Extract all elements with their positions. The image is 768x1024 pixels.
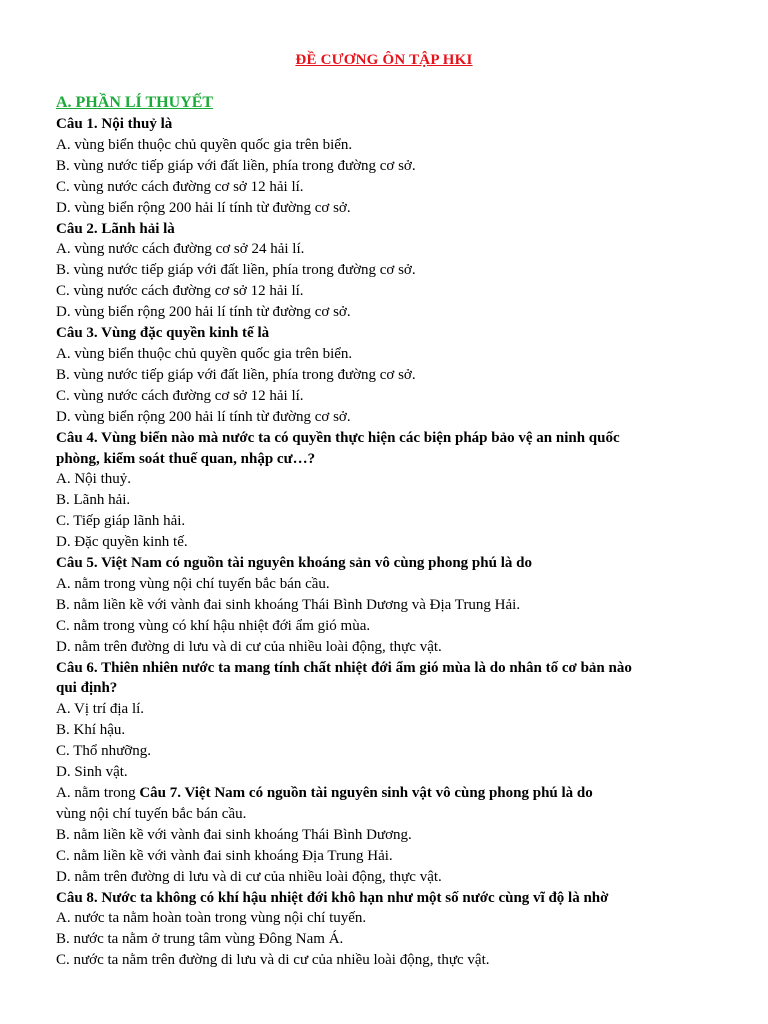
q1-option-d: D. vùng biển rộng 200 hải lí tính từ đường cơ sở. (56, 199, 351, 216)
q2-option-c: C. vùng nước cách đường cơ sở 12 hải lí. (56, 283, 304, 300)
q2-option-a: A. vùng nước cách đường cơ sở 24 hải lí. (56, 241, 305, 258)
document-title: ĐỀ CƯƠNG ÔN TẬP HKI (295, 52, 473, 68)
q3-option-d: D. vùng biển rộng 200 hải lí tính từ đường cơ sở. (56, 408, 351, 425)
question-6-line-1: Câu 6. Thiên nhiên nước ta mang tính chất nhiệt đới ẩm gió mùa là do nhân tố cơ bản nào (56, 659, 632, 676)
q1-option-a: A. vùng biển thuộc chủ quyền quốc gia trên biển. (56, 136, 353, 153)
q7-option-c: C. nằm liền kề với vành đai sinh khoáng Địa Trung Hải. (56, 847, 393, 864)
q7-option-a-continuation: vùng nội chí tuyến bắc bán cầu. (56, 805, 247, 822)
q3-option-a: A. vùng biển thuộc chủ quyền quốc gia trên biển. (56, 345, 353, 362)
q4-option-b: B. Lãnh hải. (56, 492, 131, 509)
q4-option-a: A. Nội thuỷ. (56, 471, 131, 488)
q4-option-c: C. Tiếp giáp lãnh hải. (56, 513, 186, 530)
q3-option-b: B. vùng nước tiếp giáp với đất liền, phía trong đường cơ sở. (56, 366, 416, 383)
q5-option-c: C. nằm trong vùng có khí hậu nhiệt đới ẩm gió mùa. (56, 617, 371, 634)
q6-option-c: C. Thổ nhưỡng. (56, 743, 151, 760)
question-6-line-2: qui định? (56, 680, 118, 697)
q8-option-a: A. nước ta nằm hoàn toàn trong vùng nội chí tuyến. (56, 910, 367, 927)
question-7-line (56, 783, 724, 804)
q6-option-a: A. Vị trí địa lí. (56, 701, 145, 718)
q7-option-d: D. nằm trên đường di lưu và di cư của nhiều loài động, thực vật. (56, 868, 442, 885)
question-8: Câu 8. Nước ta không có khí hậu nhiệt đới khô hạn như một số nước cùng vĩ độ là nhờ (56, 889, 609, 906)
question-2: Câu 2. Lãnh hải là (56, 220, 175, 237)
question-7: Câu 7. Việt Nam có nguồn tài nguyên sinh vật vô cùng phong phú là do (139, 785, 593, 801)
q6-option-b: B. Khí hậu. (56, 722, 126, 739)
q2-option-d: D. vùng biển rộng 200 hải lí tính từ đường cơ sở. (56, 304, 351, 321)
q7-option-b: B. nằm liền kề với vành đai sinh khoáng Thái Bình Dương. (56, 826, 412, 843)
q1-option-b: B. vùng nước tiếp giáp với đất liền, phía trong đường cơ sở. (56, 157, 416, 174)
question-5: Câu 5. Việt Nam có nguồn tài nguyên khoáng sản vô cùng phong phú là do (56, 555, 532, 572)
q2-option-b: B. vùng nước tiếp giáp với đất liền, phía trong đường cơ sở. (56, 262, 416, 279)
question-4-line-1: Câu 4. Vùng biển nào mà nước ta có quyền thực hiện các biện pháp bảo vệ an ninh quốc (56, 429, 620, 446)
q5-option-b: B. nằm liền kề với vành đai sinh khoáng Thái Bình Dương và Địa Trung Hải. (56, 596, 521, 613)
q7-option-a-prefix: A. nằm trong (56, 785, 140, 801)
q6-option-d: D. Sinh vật. (56, 764, 128, 781)
question-1: Câu 1. Nội thuỷ là (56, 116, 173, 132)
question-3: Câu 3. Vùng đặc quyền kinh tế là (56, 325, 270, 342)
q3-option-c: C. vùng nước cách đường cơ sở 12 hải lí. (56, 387, 304, 404)
q1-option-c: C. vùng nước cách đường cơ sở 12 hải lí. (56, 178, 304, 195)
q8-option-b: B. nước ta nằm ở trung tâm vùng Đông Nam Á. (56, 931, 344, 948)
document-content (56, 92, 724, 971)
q8-option-c: C. nước ta nằm trên đường di lưu và di cư của nhiều loài động, thực vật. (56, 952, 490, 969)
q4-option-d: D. Đặc quyền kinh tế. (56, 534, 188, 551)
q5-option-a: A. nằm trong vùng nội chí tuyến bắc bán cầu. (56, 575, 330, 592)
question-4-line-2: phòng, kiểm soát thuế quan, nhập cư…? (56, 450, 316, 467)
section-heading: A. PHẦN LÍ THUYẾT (56, 94, 214, 111)
q5-option-d: D. nằm trên đường di lưu và di cư của nhiều loài động, thực vật. (56, 638, 442, 655)
